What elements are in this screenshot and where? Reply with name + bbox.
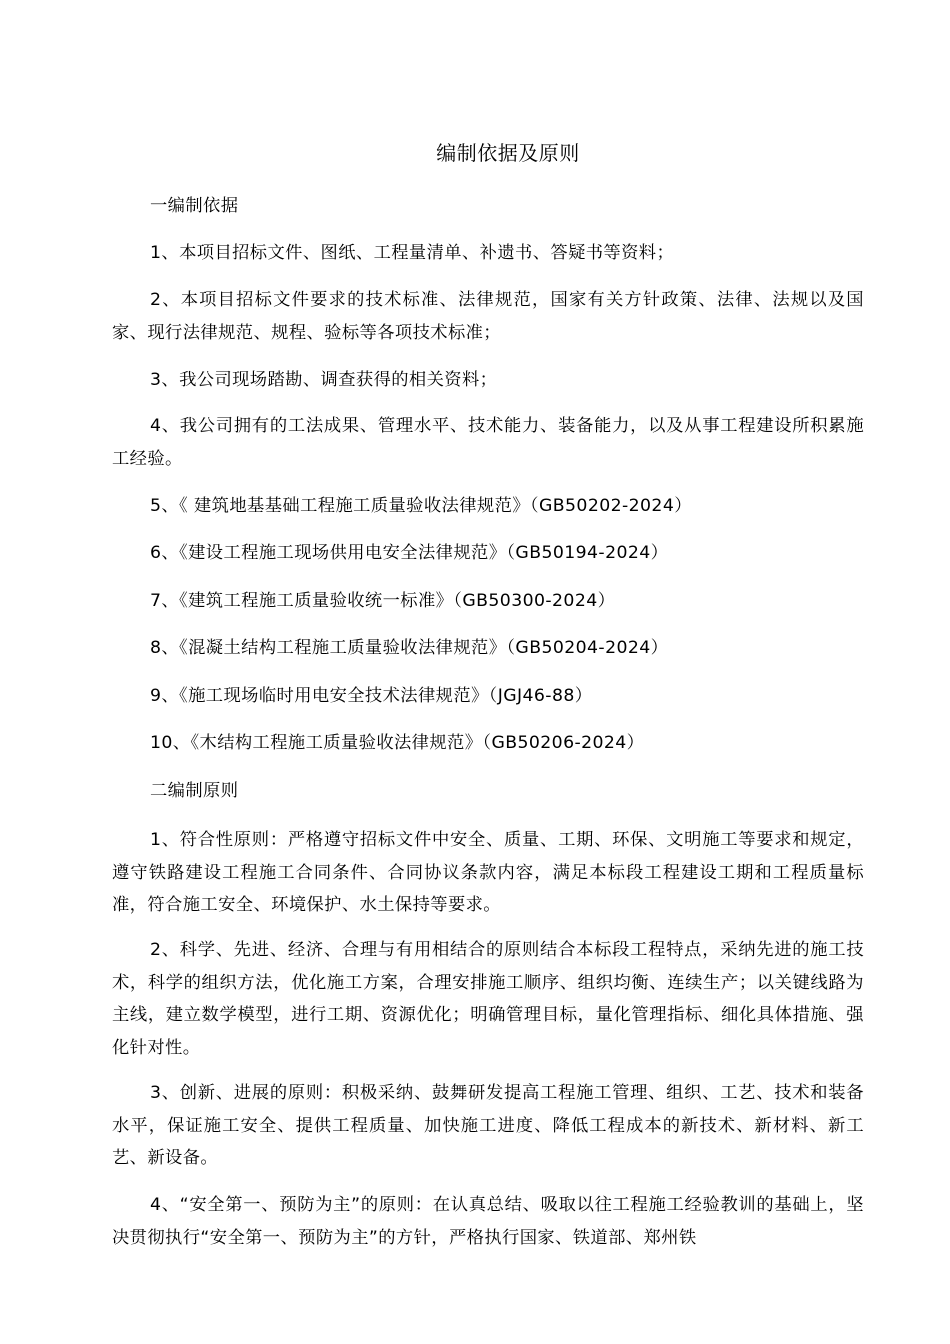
principle-item-2: 2、科学、先进、经济、合理与有用相结合的原则结合本标段工程特点，采纳先进的施工技术，科学的组织方法，优化施工方案，合理安排施工顺序、组织均衡、连续生产；以关键线路为主线，建立数学模型，进行工期、资源优化；明确管理目标，量化管理指标、细化具体措施、强化针对性。 [112,940,864,1058]
basis-item-5: 5、《 建筑地基基础工程施工质量验收法律规范》（GB50202-2024） [150,496,692,516]
basis-item-7: 7、《建筑工程施工质量验收统一标准》（GB50300-2024） [150,591,616,611]
basis-item-10: 10、《木结构工程施工质量验收法律规范》（GB50206-2024） [150,733,645,753]
basis-item-2: 2、本项目招标文件要求的技术标准、法律规范，国家有关方针政策、法律、法规以及国家、现行法律规范、规程、验标等各项技术标准； [112,290,864,343]
section-heading-principles: 二编制原则 [150,781,239,801]
basis-item-8: 8、《混凝土结构工程施工质量验收法律规范》（GB50204-2024） [150,638,669,658]
document-title: 编制依据及原则 [436,141,580,165]
basis-item-1: 1、本项目招标文件、图纸、工程量清单、补遗书、答疑书等资料； [150,243,675,263]
principle-item-3: 3、创新、进展的原则：积极采纳、鼓舞研发提高工程施工管理、组织、工艺、技术和装备水平，保证施工安全、提供工程质量、加快施工进度、降低工程成本的新技术、新材料、新工艺、新设备。 [112,1083,864,1168]
basis-item-9: 9、《施工现场临时用电安全技术法律规范》（JGJ46-88） [150,686,593,706]
principle-item-1: 1、符合性原则：严格遵守招标文件中安全、质量、工期、环保、文明施工等要求和规定，遵守铁路建设工程施工合同条件、合同协议条款内容，满足本标段工程建设工期和工程质量标准，符合施工安全、环境保护、水土保持等要求。 [112,830,864,915]
basis-item-3: 3、我公司现场踏勘、调查获得的相关资料； [150,370,498,390]
principle-item-4: 4、“安全第一、预防为主”的原则：在认真总结、吸取以往工程施工经验教训的基础上，坚决贯彻执行“安全第一、预防为主”的方针，严格执行国家、铁道部、郑州铁 [112,1195,864,1248]
section-heading-basis: 一编制依据 [150,196,239,216]
basis-item-4: 4、我公司拥有的工法成果、管理水平、技术能力、装备能力，以及从事工程建设所积累施工经验。 [112,416,864,469]
basis-item-6: 6、《建设工程施工现场供用电安全法律规范》（GB50194-2024） [150,543,669,563]
